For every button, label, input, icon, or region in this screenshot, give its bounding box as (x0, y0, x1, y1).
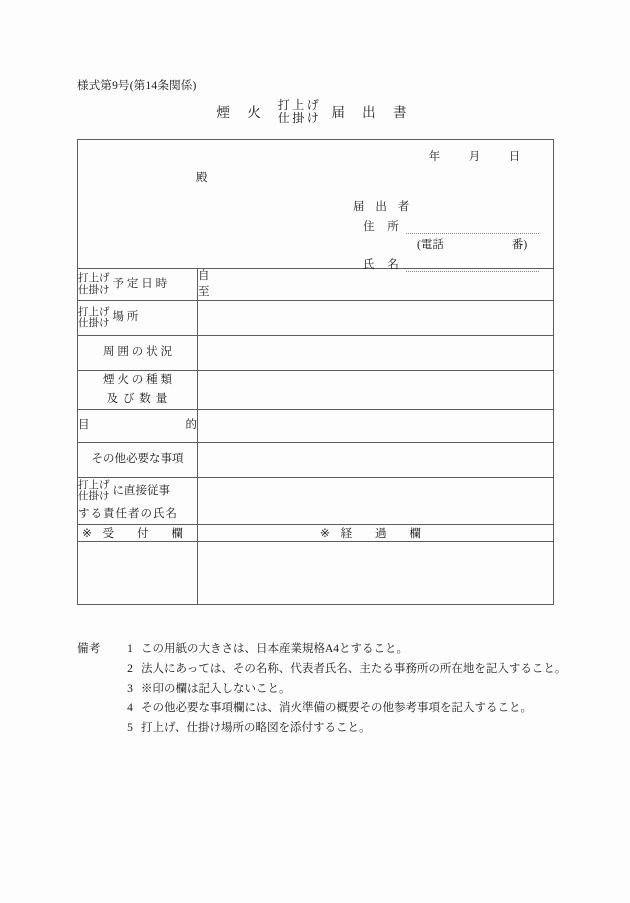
day-label: 日 (508, 151, 522, 163)
title-stacked-pair (274, 99, 326, 124)
address-label: 住 所 (363, 221, 404, 233)
table-row-header (78, 140, 554, 269)
stamp-body-progress[interactable] (198, 542, 554, 605)
note-number: 2 (127, 662, 133, 675)
label-stack-schedule (78, 273, 110, 296)
stamp-header-receipt (78, 525, 198, 542)
value-to-label: 至 (198, 285, 210, 298)
name-row (363, 256, 539, 272)
value-from-label: 自 (198, 270, 210, 282)
notification-form-table (77, 139, 554, 605)
table-row-purpose (78, 410, 554, 443)
address-input-line[interactable] (406, 222, 539, 234)
note-text: 法人にあっては、その名称、代表者氏名、主たる事務所の所在地を記入すること。 (141, 662, 567, 675)
month-label: 月 (468, 151, 482, 163)
note-item (77, 680, 577, 700)
label-responsible-person (78, 478, 198, 525)
progress-label: 経 過 欄 (340, 528, 431, 541)
label-stack-top: 打上げ (78, 273, 110, 285)
progress-mark: ※ (320, 528, 330, 541)
label-responsible-tail: に直接従事 (112, 484, 170, 497)
label-fireworks-type-line1: 煙 火 の 種 類 (103, 373, 172, 386)
value-purpose[interactable] (198, 410, 554, 443)
address-row (363, 218, 539, 234)
submitter-title: 届 出 者 (353, 201, 414, 213)
note-item (77, 660, 577, 680)
note-number: 5 (127, 722, 133, 735)
stamp-header-progress (198, 525, 554, 542)
note-text: この用紙の大きさは、日本産業規格A4とすること。 (141, 643, 409, 655)
table-row-other-matters (78, 443, 554, 478)
label-stack-top: 打上げ (78, 479, 110, 491)
table-row-stamp-headers (78, 525, 554, 542)
value-responsible-person[interactable] (198, 478, 554, 525)
label-location (78, 301, 198, 336)
telephone-open-label: (電話 (417, 239, 444, 251)
receipt-label: 受 付 欄 (102, 528, 193, 541)
table-row-location (78, 301, 554, 336)
note-text: その他必要な事項欄には、消火準備の概要その他参考事項を記入すること。 (141, 702, 532, 715)
table-row-responsible-person (78, 478, 554, 525)
submitter-block (347, 198, 539, 272)
label-stack-bottom: 仕掛け (78, 491, 110, 503)
telephone-close-label: 番) (511, 239, 528, 251)
notes-heading: 備考 (77, 643, 101, 655)
label-responsible-line2: する責任者の氏名 (78, 507, 178, 520)
label-purpose-left: 目 (78, 419, 90, 432)
label-purpose (78, 410, 198, 443)
label-schedule (78, 269, 198, 301)
form-number: 様式第9号(第14条関係) (77, 80, 197, 92)
label-stack-location (78, 307, 110, 330)
note-item (77, 699, 577, 719)
table-row-surroundings (78, 336, 554, 371)
stamp-body-receipt[interactable] (78, 542, 198, 605)
label-other-matters: その他必要な事項 (78, 443, 198, 478)
header-block-cell (78, 140, 554, 269)
date-line (415, 148, 535, 164)
value-other-matters[interactable] (198, 443, 554, 478)
title-segment-2: 届 出 書 (331, 104, 414, 120)
notes-section (77, 640, 577, 739)
value-fireworks-type[interactable] (198, 371, 554, 410)
year-label: 年 (428, 151, 442, 163)
label-stack-top: 打上げ (78, 306, 110, 318)
table-row-stamp-bodies (78, 542, 554, 605)
label-location-tail: 場 所 (112, 311, 139, 324)
note-item (77, 719, 577, 739)
label-fireworks-type-line2: 及 び 数 量 (106, 393, 169, 406)
label-schedule-tail: 予 定 日 時 (112, 277, 168, 290)
label-stack-bottom: 仕掛け (78, 318, 110, 330)
note-number: 4 (127, 702, 133, 715)
label-stack-bottom: 仕掛け (78, 284, 110, 296)
value-surroundings[interactable] (198, 336, 554, 371)
note-text: 打上げ、仕掛け場所の略図を添付すること。 (141, 722, 371, 735)
value-schedule[interactable] (198, 269, 554, 301)
addressee-label: 殿 (196, 172, 208, 184)
title-segment-1: 煙 火 (216, 104, 268, 120)
note-text: ※印の欄は記入しないこと。 (141, 682, 291, 695)
name-label: 氏 名 (363, 259, 404, 271)
label-fireworks-type (78, 371, 198, 410)
label-purpose-right: 的 (185, 419, 197, 432)
value-location[interactable] (198, 301, 554, 336)
note-item (77, 640, 577, 660)
name-input-line[interactable] (406, 260, 539, 272)
title-stack-top: 打上げ (277, 98, 322, 112)
title-stack-bottom: 仕掛け (277, 110, 322, 125)
note-number: 3 (127, 682, 133, 695)
table-row-fireworks-type (78, 371, 554, 410)
label-stack-responsible (78, 480, 110, 503)
receipt-mark: ※ (82, 528, 92, 541)
table-row-schedule (78, 269, 554, 301)
telephone-row (363, 236, 539, 252)
document-title (0, 98, 630, 123)
note-number: 1 (127, 643, 133, 655)
label-surroundings: 周 囲 の 状 況 (78, 336, 198, 371)
